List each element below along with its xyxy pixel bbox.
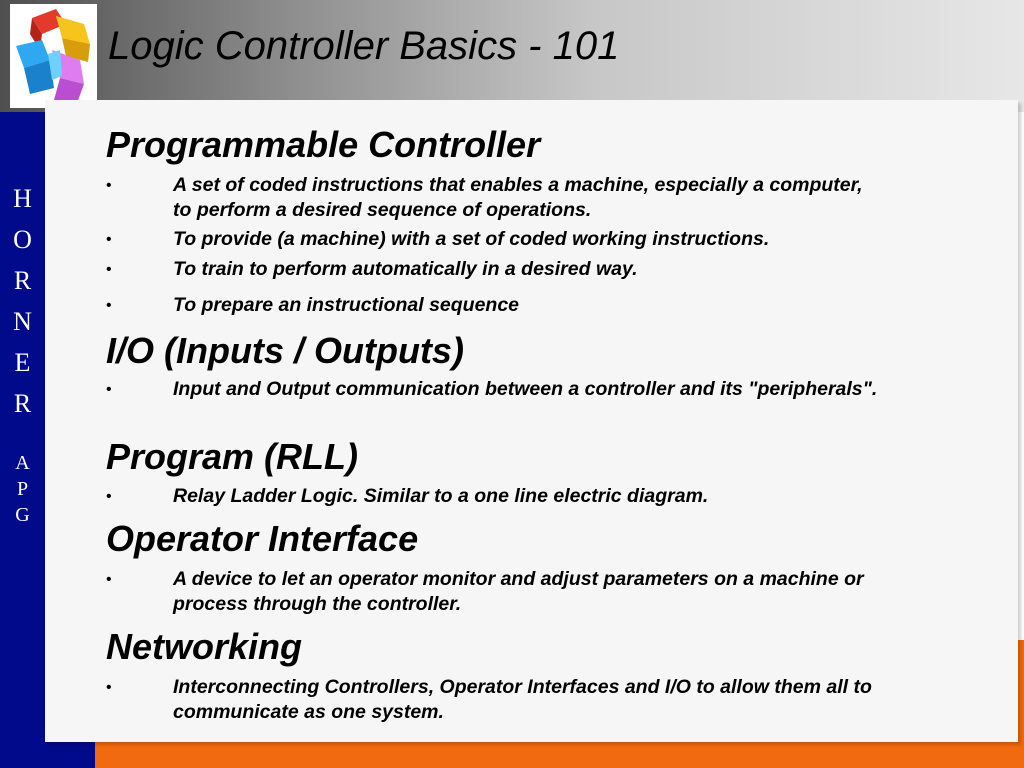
slide-content — [45, 100, 1018, 742]
division-letter: P — [16, 478, 29, 500]
footer-band-orange — [95, 742, 1024, 768]
footer-band-blue — [0, 742, 95, 768]
accent-stripe — [1018, 640, 1024, 742]
division-letter: G — [15, 504, 30, 526]
brand-letter: H — [13, 184, 32, 213]
bullet-text: Interconnecting Controllers, Operator Interfaces and I/O to allow them all to communicate as one system. — [173, 676, 872, 723]
bullet-marker: • — [106, 261, 112, 278]
bullet-text: To prepare an instructional sequence — [173, 294, 520, 316]
bullet-marker: • — [106, 571, 112, 588]
colored-cubes-logo-icon — [10, 4, 97, 108]
bullet-marker: • — [106, 231, 112, 248]
bullet-text: Input and Output communication between a controller and its "peripherals". — [173, 378, 878, 400]
bullet-marker: • — [106, 488, 112, 505]
bullet-marker: • — [106, 381, 112, 398]
slide-title: Logic Controller Basics - 101 — [108, 24, 620, 68]
section-heading: Programmable Controller — [106, 124, 541, 165]
bullet-text: A device to let an operator monitor and adjust parameters on a machine or process through the controller. — [173, 568, 864, 615]
bullet-marker: • — [106, 297, 112, 314]
brand-letter: R — [13, 266, 32, 295]
brand-letter: E — [14, 348, 31, 377]
logo — [10, 4, 97, 108]
bullet-marker: • — [106, 679, 112, 696]
section-heading: Networking — [106, 626, 303, 667]
brand-spacer — [0, 424, 45, 450]
bullet-text: A set of coded instructions that enables a machine, especially a computer, to perform a desired sequence of operations. — [173, 174, 863, 221]
brand-letter: O — [13, 225, 32, 254]
division-letter: A — [15, 452, 30, 474]
brand-letter: R — [13, 389, 32, 418]
section-heading: Operator Interface — [106, 518, 419, 559]
section-heading: Program (RLL) — [106, 436, 358, 477]
sidebar-brand — [0, 178, 45, 528]
bullet-text: Relay Ladder Logic. Similar to a one line electric diagram. — [173, 485, 709, 507]
brand-letter: N — [13, 307, 32, 336]
bullet-marker: • — [106, 177, 112, 194]
bullet-text: To provide (a machine) with a set of coded working instructions. — [173, 228, 770, 250]
section-heading: I/O (Inputs / Outputs) — [106, 330, 464, 371]
bullet-text: To train to perform automatically in a desired way. — [173, 258, 638, 280]
